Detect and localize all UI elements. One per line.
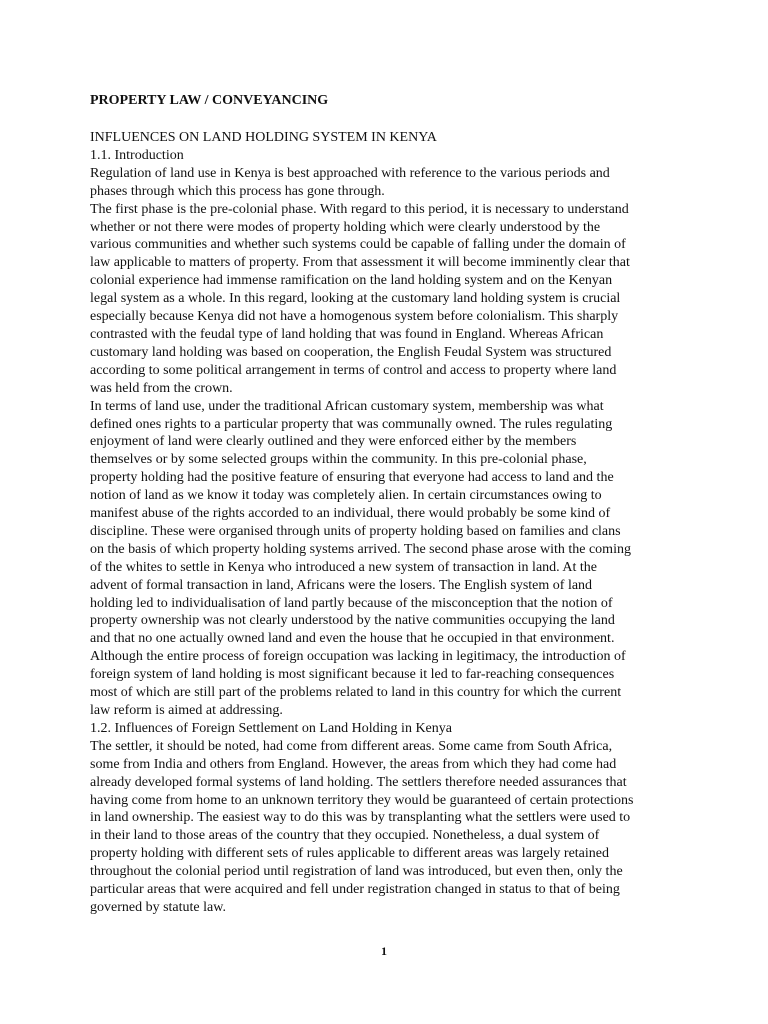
body-text-line: law applicable to matters of property. From that assessment it will become imminently clear that (90, 255, 630, 271)
body-text-line: according to some political arrangement in terms of control and access to property where land (90, 362, 617, 378)
section-heading: INFLUENCES ON LAND HOLDING SYSTEM IN KENYA (90, 130, 437, 145)
body-text-line: property holding with different sets of rules applicable to different areas was largely retained (90, 846, 609, 862)
body-text-line: manifest abuse of the rights accorded to an individual, there would probably be some kind of (90, 506, 611, 522)
body-text-line: particular areas that were acquired and fell under registration changed in status to that of being (90, 882, 620, 898)
body-text-line: defined ones rights to a particular property that was communally owned. The rules regulating (90, 416, 613, 432)
title-spacer (90, 110, 680, 129)
body-text-line: legal system as a whole. In this regard, looking at the customary land holding system is crucial (90, 291, 621, 307)
body-text-line: some from India and others from England. However, the areas from which they had come had (90, 756, 617, 772)
subsection-heading: 1.2. Influences of Foreign Settlement on Land Holding in Kenya (90, 720, 452, 736)
body-text-line: was held from the crown. (90, 380, 233, 396)
body-text-line: governed by statute law. (90, 899, 226, 915)
body-text-line: advent of formal transaction in land, Africans were the losers. The English system of land (90, 577, 593, 593)
body-text-line: foreign system of land holding is most significant because it led to far-reaching consequences (90, 667, 615, 683)
body-text-line: on the basis of which property holding systems arrived. The second phase arose with the coming (90, 541, 631, 557)
body-text-line: law reform is aimed at addressing. (90, 703, 283, 718)
body-text-line: having come from home to an unknown territory they would be guaranteed of certain protections (90, 792, 634, 808)
body-text-line: property holding had the positive feature of ensuring that everyone had access to land and the (90, 470, 614, 486)
body-text-line: whether or not there were modes of property holding which were clearly understood by the (90, 219, 601, 235)
body-text-line: The settler, it should be noted, had come from different areas. Some came from South Africa, (90, 738, 613, 754)
body-text-line: themselves or by some selected groups within the community. In this pre-colonial phase, (90, 452, 587, 468)
document-title: PROPERTY LAW / CONVEYANCING (90, 93, 329, 108)
body-text-line: property ownership was not clearly understood by the native communities occupying the land (90, 613, 615, 629)
document-page (90, 92, 680, 917)
body-text-line: of the whites to settle in Kenya who introduced a new system of transaction in land. At the (90, 559, 597, 575)
body-text-line: throughout the colonial period until registration of land was introduced, but even then, only the (90, 864, 623, 880)
page-number: 1 (381, 944, 387, 958)
body-text-line: already developed formal systems of land holding. The settlers therefore needed assurances that (90, 774, 627, 790)
body-text-line: and that no one actually owned land and even the house that he occupied in that environment. (90, 631, 615, 647)
body-text-line: colonial experience had immense ramification on the land holding system and on the Kenyan (90, 273, 613, 289)
body-text-line: In terms of land use, under the traditional African customary system, membership was what (90, 398, 604, 414)
body-text-line: The first phase is the pre-colonial phase. With regard to this period, it is necessary to understand (90, 201, 629, 217)
body-text-line: Although the entire process of foreign occupation was lacking in legitimacy, the introduction of (90, 649, 626, 665)
body-text-line: most of which are still part of the problems related to land in this country for which the current (90, 685, 622, 701)
body-text-line: especially because Kenya did not have a homogenous system before colonialism. This sharply (90, 309, 619, 325)
body-text-line: enjoyment of land were clearly outlined and they were enforced either by the members (90, 434, 577, 450)
body-text-line: in their land to those areas of the country that they occupied. Nonetheless, a dual system of (90, 828, 600, 844)
body-text-line: notion of land as we know it today was completely alien. In certain circumstances owing to (90, 488, 602, 504)
body-text-line: phases through which this process has gone through. (90, 183, 385, 199)
body-text-line: Regulation of land use in Kenya is best approached with reference to the various periods and (90, 165, 610, 181)
body-text-line: in land ownership. The easiest way to do this was by transplanting what the settlers were used to (90, 810, 631, 826)
body-text-line: holding led to individualisation of land partly because of the misconception that the notion of (90, 595, 613, 611)
document-body (90, 129, 680, 917)
body-text-line: contrasted with the feudal type of land holding that was found in England. Whereas African (90, 326, 604, 342)
subsection-heading: 1.1. Introduction (90, 147, 184, 163)
body-text-line: various communities and whether such systems could be capable of falling under the domain of (90, 237, 626, 253)
body-text-line: customary land holding was based on cooperation, the English Feudal System was structured (90, 344, 612, 360)
body-text-line: discipline. These were organised through units of property holding based on families and clans (90, 523, 621, 539)
